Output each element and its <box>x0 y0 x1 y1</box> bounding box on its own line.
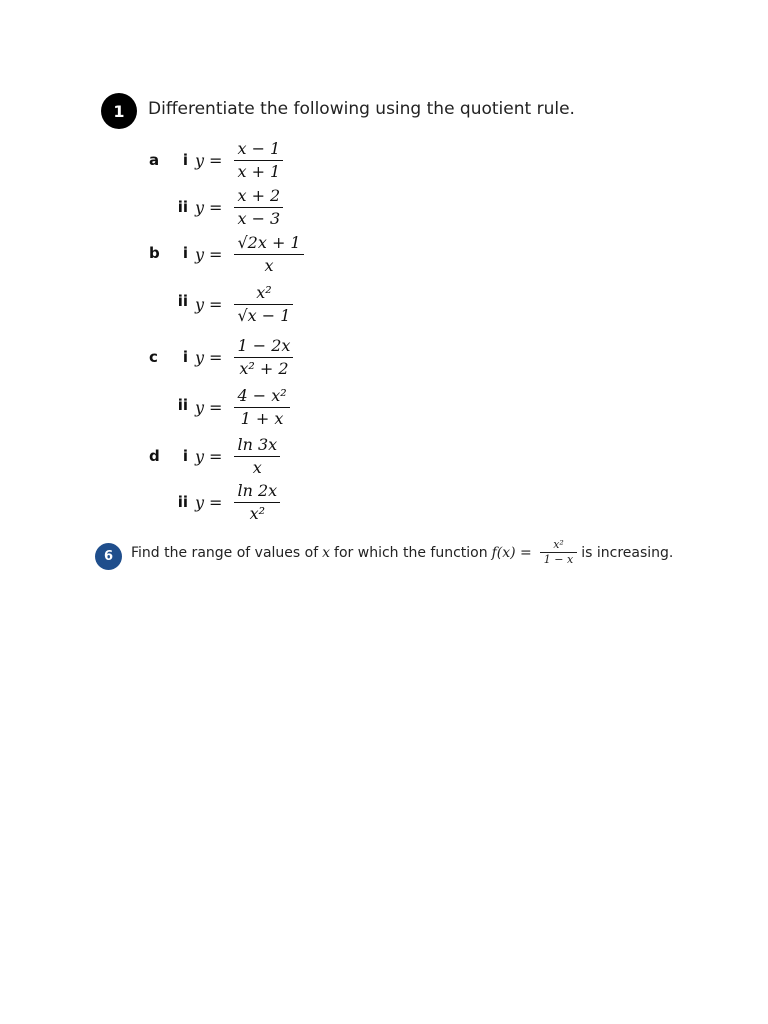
part-a-label: a <box>149 151 160 169</box>
equation-lhs: y = <box>195 295 223 314</box>
equation-lhs: y = <box>195 398 223 417</box>
question-6-function: f(x) = <box>491 544 532 561</box>
sub-label-b-ii: ii <box>177 292 188 310</box>
fraction <box>234 282 293 327</box>
sub-label-b-i: i <box>182 244 188 262</box>
numerator: x² <box>256 283 272 302</box>
part-d-label: d <box>149 447 160 465</box>
part-b-label: b <box>149 244 160 262</box>
sub-label-a-ii: ii <box>177 198 188 216</box>
equation-c-i <box>195 335 293 380</box>
equation-lhs: y = <box>195 447 223 466</box>
numerator: x² <box>553 538 564 551</box>
sub-label-c-ii: ii <box>177 396 188 414</box>
denominator: 1 − x <box>543 553 574 566</box>
equation-b-i <box>195 232 304 277</box>
equation-d-ii <box>195 480 280 525</box>
question-6-number-badge: 6 <box>95 543 122 570</box>
equation-lhs: y = <box>195 151 223 170</box>
numerator: 4 − x² <box>237 386 287 405</box>
numerator: ln 3x <box>237 435 278 454</box>
numerator: ln 2x <box>237 481 278 500</box>
equation-lhs: y = <box>195 245 223 264</box>
question-6-text-before: Find the range of values of <box>131 544 319 561</box>
question-6-text <box>131 538 673 567</box>
equation-d-i <box>195 434 280 479</box>
part-c-label: c <box>149 348 158 366</box>
equation-c-ii <box>195 385 290 430</box>
question-6-text-after: is increasing. <box>581 544 674 561</box>
denominator: x <box>252 458 262 477</box>
question-6-fraction <box>542 538 575 567</box>
sub-label-d-ii: ii <box>177 493 188 511</box>
fraction <box>234 185 283 230</box>
sub-label-a-i: i <box>182 151 188 169</box>
question-6-text-middle: for which the function <box>334 544 488 561</box>
denominator: 1 + x <box>240 409 284 428</box>
denominator: x² + 2 <box>239 359 289 378</box>
question-1-prompt: Differentiate the following using the quotient rule. <box>148 99 575 119</box>
denominator: x − 3 <box>237 209 281 228</box>
fraction <box>234 480 280 525</box>
numerator: x − 1 <box>237 139 281 158</box>
fraction <box>234 138 283 183</box>
numerator: 1 − 2x <box>237 336 291 355</box>
denominator: √x − 1 <box>237 306 291 325</box>
equation-lhs: y = <box>195 493 223 512</box>
question-6-variable: x <box>322 544 331 561</box>
numerator: √2x + 1 <box>237 233 301 252</box>
sub-label-d-i: i <box>182 447 188 465</box>
fraction <box>234 232 303 277</box>
equation-a-i <box>195 138 283 183</box>
denominator: x <box>264 256 274 275</box>
numerator: x + 2 <box>237 186 281 205</box>
question-1-number-badge: 1 <box>101 93 137 129</box>
sub-label-c-i: i <box>182 348 188 366</box>
equation-lhs: y = <box>195 348 223 367</box>
equation-lhs: y = <box>195 198 223 217</box>
equation-b-ii <box>195 282 293 327</box>
equation-a-ii <box>195 185 283 230</box>
fraction <box>234 385 289 430</box>
denominator: x² <box>249 504 266 523</box>
fraction <box>234 335 293 380</box>
fraction <box>234 434 280 479</box>
denominator: x + 1 <box>237 162 281 181</box>
